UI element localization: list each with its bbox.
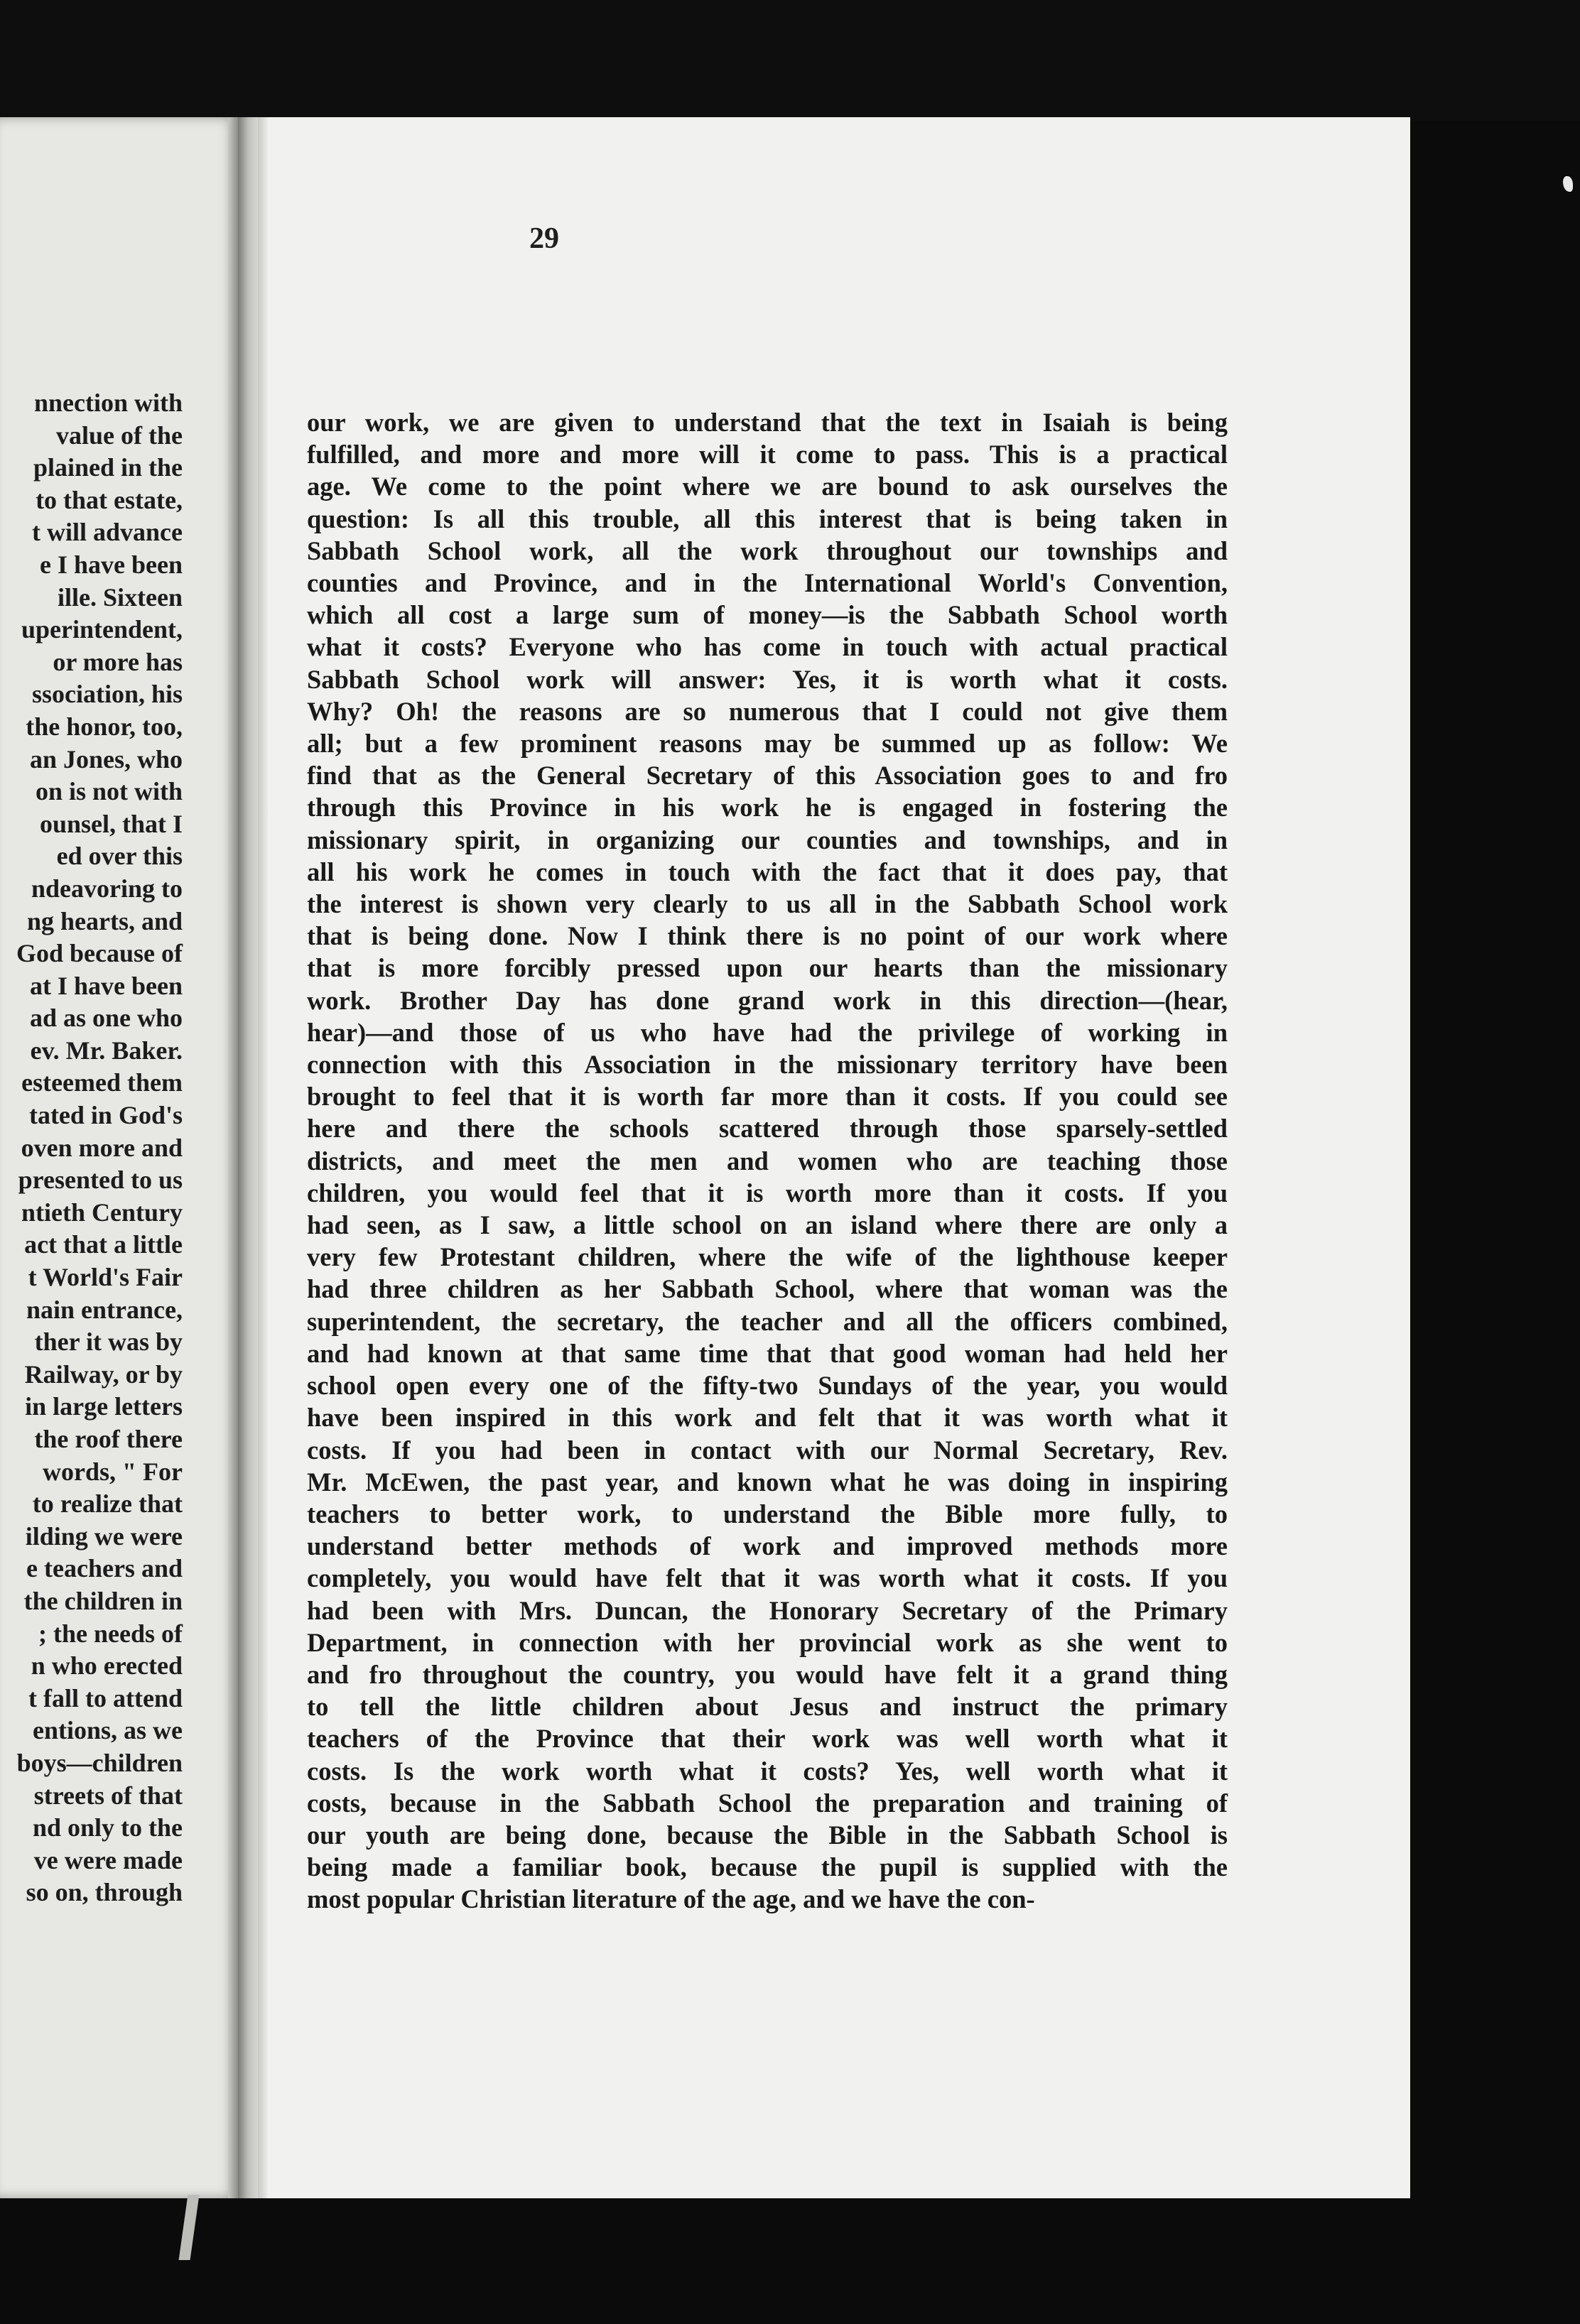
text-line: ilding we were: [25, 1521, 183, 1551]
text-line: ntieth Century: [21, 1198, 183, 1227]
text-line: ; the needs of: [38, 1619, 183, 1648]
right-page-inner-edge: [258, 117, 268, 2198]
text-line: Sabbath School work will answer: Yes, it is worth what it costs.: [307, 664, 1228, 694]
text-line: ev. Mr. Baker.: [30, 1036, 183, 1065]
text-line: most popular Christian literature of the age, and we have the con-: [307, 1884, 1035, 1914]
text-line: had three children as her Sabbath School, where that woman was the: [307, 1274, 1228, 1304]
left-page-text-column: [0, 387, 183, 1909]
text-line: tated in God's: [28, 1101, 183, 1130]
text-line: connection with this Association in the missionary territory have been: [307, 1050, 1228, 1080]
text-line: in large letters: [25, 1392, 183, 1421]
text-line: on is not with: [35, 777, 183, 806]
text-line: n who erected: [31, 1651, 183, 1680]
text-line: the honor, too,: [26, 712, 183, 741]
text-line: and had known at that same time that that good woman had held her: [307, 1338, 1228, 1368]
text-line: that is being done. Now I think there is no point of our work where: [307, 921, 1228, 951]
text-line: nnection with: [33, 389, 183, 417]
text-line: nain entrance,: [26, 1295, 183, 1324]
text-line: ille. Sixteen: [58, 582, 183, 612]
text-line: oven more and: [21, 1133, 183, 1162]
text-line: costs. If you had been in contact with our Normal Secretary, Rev.: [307, 1435, 1228, 1465]
text-line: ther it was by: [34, 1327, 183, 1357]
text-line: completely, you would have felt that it was worth what it costs. If you: [307, 1563, 1228, 1593]
text-line: uperintendent,: [21, 615, 183, 644]
text-line: entions, as we: [32, 1716, 183, 1745]
text-line: teachers of the Province that their work was well worth what it: [307, 1724, 1228, 1754]
text-line: the children in: [23, 1586, 183, 1615]
text-line: act that a little: [24, 1230, 183, 1259]
text-line: costs. Is the work worth what it costs? Yes, well worth what it: [307, 1756, 1228, 1786]
text-line: missionary spirit, in organizing our counties and townships, and in: [307, 825, 1228, 854]
book-gutter: [238, 117, 258, 2198]
text-line: teachers to better work, to understand the Bible more fully, to: [307, 1499, 1228, 1528]
text-line: work. Brother Day has done grand work in this direction—(hear,: [307, 985, 1228, 1015]
text-line: here and there the schools scattered through those sparsely-settled: [307, 1114, 1228, 1144]
text-line: or more has: [53, 647, 183, 676]
text-line: t will advance: [32, 518, 183, 547]
text-line: words, " For: [43, 1457, 183, 1486]
text-line: brought to feel that it is worth far more than it costs. If you could see: [307, 1082, 1228, 1112]
scan-speck: [1563, 176, 1573, 192]
text-line: fulfilled, and more and more will it come to pass. This is a practical: [307, 440, 1228, 469]
text-line: question: Is all this trouble, all this interest that is being taken in: [307, 504, 1228, 533]
text-line: all his work he comes in touch with the fact that it does pay, that: [307, 857, 1228, 886]
page-body-text: [307, 406, 1228, 1916]
text-line: Mr. McEwen, the past year, and known what he was doing in inspiring: [307, 1467, 1228, 1497]
text-line: e I have been: [40, 550, 183, 579]
text-line: children, you would feel that it is worth more than it costs. If you: [307, 1178, 1228, 1207]
text-line: God because of: [16, 939, 183, 968]
text-line: had been with Mrs. Duncan, the Honorary Secretary of the Primary: [307, 1595, 1228, 1625]
text-line: hear)—and those of us who have had the privilege of working in: [307, 1017, 1228, 1047]
scan-bottom-border: [0, 2198, 1580, 2324]
text-line: what it costs? Everyone who has come in touch with actual practical: [307, 632, 1228, 662]
text-line: all; but a few prominent reasons may be summed up as follow: We: [307, 729, 1228, 759]
text-line: esteemed them: [21, 1068, 183, 1097]
text-line: Sabbath School work, all the work throughout our townships and: [307, 536, 1228, 565]
text-line: ve were made: [33, 1845, 183, 1874]
text-line: the roof there: [34, 1425, 183, 1453]
text-line: our work, we are given to understand that the text in Isaiah is being: [307, 408, 1228, 437]
text-line: plained in the: [33, 453, 183, 482]
text-line: school open every one of the fifty-two Sundays of the year, you would: [307, 1371, 1228, 1401]
text-line: our youth are being done, because the Bible in the Sabbath School is: [307, 1820, 1228, 1850]
text-line: that is more forcibly pressed upon our hearts than the missionary: [307, 953, 1228, 983]
page-number: 29: [529, 222, 559, 255]
text-line: nd only to the: [32, 1813, 183, 1842]
text-line: age. We come to the point where we are bound to ask ourselves the: [307, 472, 1228, 501]
text-line: had seen, as I saw, a little school on an island where there are only a: [307, 1210, 1228, 1240]
text-line: at I have been: [30, 971, 183, 1000]
text-line: and fro throughout the country, you would have felt it a grand thing: [307, 1659, 1228, 1689]
text-line: find that as the General Secretary of this Association goes to and fro: [307, 761, 1228, 791]
text-line: which all cost a large sum of money—is the Sabbath School worth: [307, 600, 1228, 630]
text-line: ndeavoring to: [31, 874, 183, 903]
text-line: Why? Oh! the reasons are so numerous that I could not give them: [307, 696, 1228, 726]
text-line: boys—children: [16, 1748, 183, 1777]
text-line: superintendent, the secretary, the teacher and all the officers combined,: [307, 1306, 1228, 1336]
text-line: ed over this: [56, 842, 183, 871]
text-line: ad as one who: [29, 1004, 183, 1033]
text-line: streets of that: [33, 1781, 183, 1810]
text-line: the interest is shown very clearly to us all in the Sabbath School work: [307, 889, 1228, 919]
text-line: t fall to attend: [28, 1683, 183, 1712]
text-line: Railway, or by: [24, 1359, 183, 1389]
text-line: an Jones, who: [29, 744, 183, 773]
text-line: to that estate,: [36, 485, 183, 514]
text-line: to realize that: [32, 1489, 183, 1519]
text-line: very few Protestant children, where the wife of the lighthouse keeper: [307, 1242, 1228, 1272]
text-line: understand better methods of work and improved methods more: [307, 1531, 1228, 1561]
text-line: to tell the little children about Jesus and instruct the primary: [307, 1692, 1228, 1722]
text-line: value of the: [56, 420, 183, 450]
text-line: Department, in connection with her provincial work as she went to: [307, 1627, 1228, 1657]
text-line: have been inspired in this work and felt that it was worth what it: [307, 1403, 1228, 1433]
scan-top-border: [0, 0, 1580, 121]
text-line: e teachers and: [26, 1554, 183, 1583]
text-line: t World's Fair: [28, 1263, 183, 1292]
text-line: presented to us: [18, 1166, 183, 1195]
left-page: [0, 117, 238, 2198]
left-page-fold: [228, 117, 238, 2198]
text-line: ounsel, that I: [39, 809, 183, 838]
text-line: costs, because in the Sabbath School the preparation and training of: [307, 1788, 1228, 1818]
text-line: through this Province in his work he is engaged in fostering the: [307, 793, 1228, 822]
text-line: ng hearts, and: [26, 906, 183, 935]
text-line: counties and Province, and in the International World's Convention,: [307, 568, 1228, 598]
text-line: being made a familiar book, because the pupil is supplied with the: [307, 1852, 1228, 1882]
text-line: ssociation, his: [31, 680, 183, 709]
text-line: so on, through: [26, 1878, 183, 1907]
text-line: districts, and meet the men and women who are teaching those: [307, 1146, 1228, 1175]
